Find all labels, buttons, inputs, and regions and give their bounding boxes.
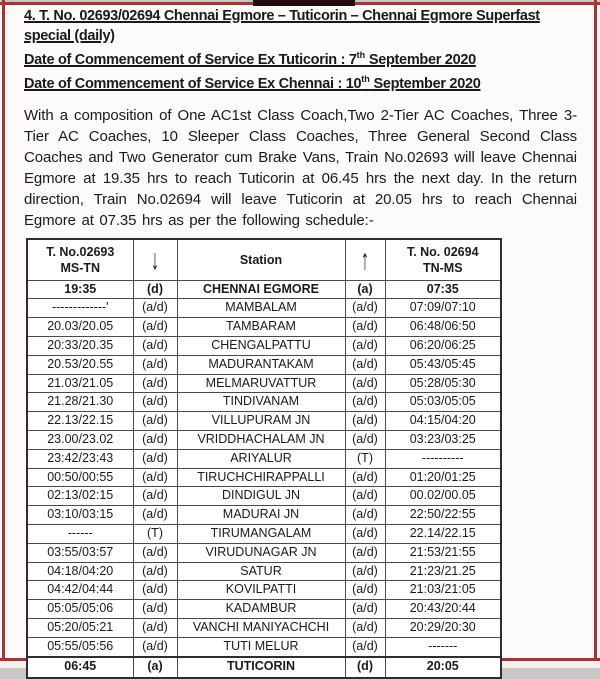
ms-tn-time-cell: 05:20/05:21 (27, 619, 133, 638)
table-header-row (27, 239, 501, 281)
ordinal-superscript: th (356, 50, 366, 60)
left-mark-cell: (a/d) (133, 468, 177, 487)
table-row (27, 393, 501, 412)
ms-tn-time-cell: 06:45 (27, 657, 133, 678)
right-mark-cell: (a/d) (345, 637, 385, 656)
left-mark-cell: (a/d) (133, 600, 177, 619)
station-name-cell: TINDIVANAM (177, 393, 345, 412)
station-name-cell: KOVILPATTI (177, 581, 345, 600)
train-02694-header (385, 239, 501, 281)
station-name-cell: MAMBALAM (177, 299, 345, 318)
tn-ms-time-cell: 07:09/07:10 (385, 299, 501, 318)
station-name-cell: DINDIGUL JN (177, 487, 345, 506)
ms-tn-time-cell: 22.13/22.15 (27, 412, 133, 431)
table-row (27, 506, 501, 525)
left-mark-cell: (a/d) (133, 355, 177, 374)
ordinal-superscript: th (361, 73, 370, 84)
table-row (27, 318, 501, 337)
left-mark-cell: (a/d) (133, 449, 177, 468)
up-arrow-icon: ↑ (360, 243, 370, 276)
right-mark-cell: (a/d) (345, 337, 385, 356)
table-row (27, 487, 501, 506)
ms-tn-time-cell: -------------' (27, 299, 133, 318)
right-mark-cell: (a/d) (345, 562, 385, 581)
left-mark-cell: (a) (133, 657, 177, 678)
commencement-chennai-text: Date of Commencement of Service Ex Chennai : 10 (24, 75, 362, 92)
up-direction-header (345, 239, 385, 281)
station-name-cell: KADAMBUR (177, 600, 345, 619)
station-name-cell: TIRUMANGALAM (177, 525, 345, 544)
right-mark-cell: (a/d) (345, 543, 385, 562)
right-mark-cell: (a/d) (345, 318, 385, 337)
left-mark-cell: (a/d) (133, 562, 177, 581)
left-mark-cell: (a/d) (133, 637, 177, 656)
ms-tn-time-cell: 03:10/03:15 (27, 506, 133, 525)
table-row (27, 412, 501, 431)
right-mark-cell: (a/d) (345, 355, 385, 374)
right-mark-cell: (a/d) (345, 431, 385, 450)
tn-ms-time-cell: 04:15/04:20 (385, 412, 501, 431)
table-row (27, 525, 501, 544)
commencement-date-chennai (24, 70, 580, 94)
station-name-cell: TAMBARAM (177, 318, 345, 337)
right-mark-cell: (a/d) (345, 600, 385, 619)
tn-ms-time-cell: 00.02/00.05 (385, 487, 501, 506)
station-name-cell: MELMARUVATTUR (177, 374, 345, 393)
tn-ms-time-cell: 20:05 (385, 657, 501, 678)
station-name-cell: CHENGALPATTU (177, 337, 345, 356)
right-mark-cell: (a/d) (345, 487, 385, 506)
tn-ms-time-cell: 06:20/06:25 (385, 337, 501, 356)
table-row (27, 543, 501, 562)
train-02693-header (27, 239, 133, 281)
tn-ms-time-cell: ---------- (385, 449, 501, 468)
tn-ms-time-cell: 21:23/21.25 (385, 562, 501, 581)
left-mark-cell: (d) (133, 280, 177, 299)
ms-tn-time-cell: 21.03/21.05 (27, 374, 133, 393)
left-mark-cell: (T) (133, 525, 177, 544)
table-row (27, 337, 501, 356)
table-row (27, 600, 501, 619)
train-02693-number: T. No.02693 (46, 244, 115, 259)
composition-paragraph: With a composition of One AC1st Class Coach,Two 2-Tier AC Coaches, Three 3-Tier AC Coaches, 10 Sleeper Class Coaches, Three General Second Class Coaches and Two Generator cum Brake Vans, Train No.02693 will leave Chennai Egmore at 19.35 hrs to reach Tuticorin at 06.45 hrs the next day. In the return direction, Train No.02694 will leave Tuticorin at 20.05 hrs to reach Chennai Egmore at 07.35 hrs as per the following schedule:- (24, 106, 577, 229)
station-name-cell: MADURANTAKAM (177, 355, 345, 374)
left-mark-cell: (a/d) (133, 543, 177, 562)
ms-tn-time-cell: 23:42/23:43 (27, 449, 133, 468)
ms-tn-time-cell: 00:50/00:55 (27, 468, 133, 487)
commencement-date-tuticorin (24, 46, 580, 70)
tn-ms-time-cell: 20:29/20:30 (385, 619, 501, 638)
title-line-2: special (daily) (24, 27, 115, 44)
page-border-left (2, 0, 5, 661)
ms-tn-time-cell: 04:18/04:20 (27, 562, 133, 581)
ms-tn-time-cell: 20.53/20.55 (27, 355, 133, 374)
tn-ms-time-cell: 05:28/05:30 (385, 374, 501, 393)
right-mark-cell: (d) (345, 657, 385, 678)
train-02694-number: T. No. 02694 (406, 244, 479, 259)
document-content (24, 7, 580, 679)
station-name-cell: SATUR (177, 562, 345, 581)
right-mark-cell: (a/d) (345, 374, 385, 393)
down-arrow-icon: ↓ (150, 243, 160, 276)
tn-ms-time-cell: 20:43/20:44 (385, 600, 501, 619)
right-mark-cell: (a/d) (345, 299, 385, 318)
table-row (27, 619, 501, 638)
tn-ms-time-cell: 22:50/22:55 (385, 506, 501, 525)
right-mark-cell: (a/d) (345, 525, 385, 544)
ms-tn-time-cell: 19:35 (27, 280, 133, 299)
tn-ms-time-cell: 01:20/01:25 (385, 468, 501, 487)
station-column-header: Station (177, 239, 345, 281)
table-row (27, 374, 501, 393)
down-direction-header (133, 239, 177, 281)
right-mark-cell: (a/d) (345, 506, 385, 525)
tn-ms-time-cell: 06:48/06:50 (385, 318, 501, 337)
ms-tn-time-cell: 05:55/05:56 (27, 637, 133, 656)
station-name-cell: VANCHI MANIYACHCHI (177, 619, 345, 638)
left-mark-cell: (a/d) (133, 487, 177, 506)
commencement-chennai-year: September 2020 (369, 75, 481, 92)
right-mark-cell: (a/d) (345, 581, 385, 600)
ms-tn-time-cell: 05:05/05:06 (27, 600, 133, 619)
left-mark-cell: (a/d) (133, 581, 177, 600)
commencement-tuticorin-text: Date of Commencement of Service Ex Tuticorin : 7 (24, 51, 357, 68)
station-name-cell: VRIDDHACHALAM JN (177, 431, 345, 450)
ms-tn-time-cell: 21.28/21.30 (27, 393, 133, 412)
left-mark-cell: (a/d) (133, 337, 177, 356)
left-mark-cell: (a/d) (133, 431, 177, 450)
station-name-cell: TUTICORIN (177, 657, 345, 678)
left-mark-cell: (a/d) (133, 393, 177, 412)
tn-ms-time-cell: 21:53/21:55 (385, 543, 501, 562)
table-row (27, 355, 501, 374)
table-row (27, 562, 501, 581)
right-mark-cell: (a/d) (345, 619, 385, 638)
station-name-cell: TUTI MELUR (177, 637, 345, 656)
station-name-cell: ARIYALUR (177, 449, 345, 468)
ms-tn-time-cell: ------ (27, 525, 133, 544)
table-row (27, 468, 501, 487)
ms-tn-time-cell: 20.03/20.05 (27, 318, 133, 337)
ms-tn-time-cell: 20:33/20.35 (27, 337, 133, 356)
left-mark-cell: (a/d) (133, 299, 177, 318)
table-row (27, 299, 501, 318)
station-name-cell: VILLUPURAM JN (177, 412, 345, 431)
table-row (27, 581, 501, 600)
train-02693-route: MS-TN (60, 260, 101, 275)
right-mark-cell: (a/d) (345, 412, 385, 431)
tn-ms-time-cell: 22.14/22.15 (385, 525, 501, 544)
tn-ms-time-cell: 05:43/05:45 (385, 355, 501, 374)
train-02694-route: TN-MS (422, 260, 463, 275)
left-mark-cell: (a/d) (133, 412, 177, 431)
ms-tn-time-cell: 03:55/03:57 (27, 543, 133, 562)
tn-ms-time-cell: 21:03/21:05 (385, 581, 501, 600)
schedule-rows (27, 280, 501, 677)
left-mark-cell: (a/d) (133, 318, 177, 337)
station-name-cell: VIRUDUNAGAR JN (177, 543, 345, 562)
tn-ms-time-cell: 07:35 (385, 280, 501, 299)
page-title (24, 7, 580, 46)
right-mark-cell: (a) (345, 280, 385, 299)
ms-tn-time-cell: 02:13/02:15 (27, 487, 133, 506)
table-row (27, 280, 501, 299)
table-row (27, 431, 501, 450)
left-mark-cell: (a/d) (133, 506, 177, 525)
top-black-bar (253, 0, 355, 6)
right-mark-cell: (T) (345, 449, 385, 468)
table-row (27, 657, 501, 678)
page-border-right (594, 0, 597, 661)
train-schedule-table (26, 238, 502, 679)
table-row (27, 449, 501, 468)
station-name-cell: CHENNAI EGMORE (177, 280, 345, 299)
left-mark-cell: (a/d) (133, 374, 177, 393)
commencement-tuticorin-year: September 2020 (365, 51, 476, 68)
right-mark-cell: (a/d) (345, 393, 385, 412)
ms-tn-time-cell: 04:42/04:44 (27, 581, 133, 600)
tn-ms-time-cell: 05:03/05:05 (385, 393, 501, 412)
station-name-cell: TIRUCHCHIRAPPALLI (177, 468, 345, 487)
station-name-cell: MADURAI JN (177, 506, 345, 525)
tn-ms-time-cell: ------- (385, 637, 501, 656)
title-line-1: 4. T. No. 02693/02694 Chennai Egmore – Tuticorin – Chennai Egmore Superfast (24, 8, 540, 24)
table-row (27, 637, 501, 656)
left-mark-cell: (a/d) (133, 619, 177, 638)
tn-ms-time-cell: 03:23/03:25 (385, 431, 501, 450)
ms-tn-time-cell: 23.00/23.02 (27, 431, 133, 450)
right-mark-cell: (a/d) (345, 468, 385, 487)
